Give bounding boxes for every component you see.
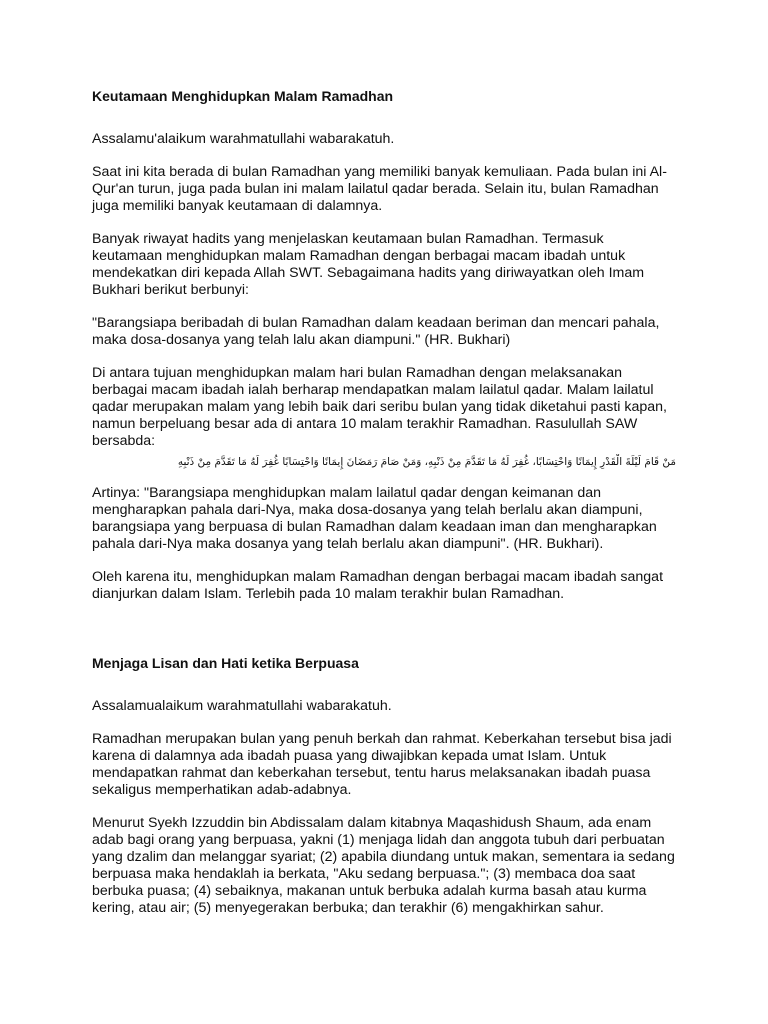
- body-paragraph: Ramadhan merupakan bulan yang penuh berkah dan rahmat. Keberkahan tersebut bisa jadi karena di dalamnya ada ibadah puasa yang diwajibkan kepada umat Islam. Untuk mendapatkan rahmat dan keberkahan tersebut, tentu harus melaksanakan ibadah puasa sekaligus memperhatikan adab-adabnya.: [92, 731, 672, 798]
- body-paragraph: Di antara tujuan menghidupkan malam hari bulan Ramadhan dengan melaksanakan berbagai macam ibadah ialah berharap mendapatkan malam lailatul qadar. Malam lailatul qadar merupakan malam yang lebih baik dari seribu bulan yang tidak diketahui pasti kapan, namun berpeluang besar ada di antara 10 malam terakhir Ramadhan. Rasulullah SAW bersabda:: [92, 365, 667, 449]
- body-paragraph: Banyak riwayat hadits yang menjelaskan keutamaan bulan Ramadhan. Termasuk keutamaan menghidupkan malam Ramadhan dengan berbagai macam ibadah untuk mendekatkan diri kepada Allah SWT. Sebagaimana hadits yang diriwayatkan oleh Imam Bukhari berikut berbunyi:: [92, 231, 645, 298]
- body-paragraph: Oleh karena itu, menghidupkan malam Ramadhan dengan berbagai macam ibadah sangat dianjurkan dalam Islam. Terlebih pada 10 malam terakhir bulan Ramadhan.: [92, 569, 664, 602]
- greeting-paragraph: Assalamu'alaikum warahmatullahi wabarakatuh.: [92, 131, 395, 147]
- hadith-quote: "Barangsiapa beribadah di bulan Ramadhan dalam keadaan beriman dan mencari pahala, maka dosa-dosanya yang telah lalu akan diampuni." (HR. Bukhari): [92, 315, 660, 348]
- section-title-keutamaan: Keutamaan Menghidupkan Malam Ramadhan: [92, 88, 394, 104]
- arabic-hadith-text: مَنْ قَامَ لَيْلَةَ الْقَدْرِ إِيمَانًا وَاحْتِسَابًا، غُفِرَ لَهُ مَا تَقَدَّمَ مِنْ ذَنْبِهِ، وَمَنْ صَامَ رَمَضَانَ إِيمَانًا وَاحْتِسَابًا غُفِرَ لَهُ مَا تَقَدَّمَ مِنْ ذَنْبِهِ: [177, 456, 676, 468]
- body-paragraph: Menurut Syekh Izzuddin bin Abdissalam dalam kitabnya Maqashidush Shaum, ada enam adab bagi orang yang berpuasa, yakni (1) menjaga lidah dan anggota tubuh dari perbuatan yang dzalim dan melanggar syariat; (2) apabila diundang untuk makan, sementara ia sedang berpuasa maka hendaklah ia berkata, "Aku sedang berpuasa."; (3) membaca doa saat berbuka puasa; (4) sebaiknya, makanan untuk berbuka adalah kurma basah atau kurma kering, atau air; (5) menyegerakan berbuka; dan terakhir (6) mengakhirkan sahur.: [92, 815, 675, 916]
- greeting-paragraph: Assalamualaikum warahmatullahi wabarakatuh.: [92, 698, 392, 714]
- section-title-lisan-hati: Menjaga Lisan dan Hati ketika Berpuasa: [92, 655, 359, 671]
- hadith-translation: Artinya: "Barangsiapa menghidupkan malam lailatul qadar dengan keimanan dan mengharapkan pahala dari-Nya, maka dosa-dosanya yang telah berlalu akan diampuni, barangsiapa yang berpuasa di bulan Ramadhan dalam keadaan iman dan mengharapkan pahala dari-Nya maka dosanya yang telah berlalu akan diampuni". (HR. Bukhari).: [92, 485, 657, 552]
- body-paragraph: Saat ini kita berada di bulan Ramadhan yang memiliki banyak kemuliaan. Pada bulan ini Al-Qur'an turun, juga pada bulan ini malam lailatul qadar berada. Selain itu, bulan Ramadhan juga memiliki banyak keutamaan di dalamnya.: [92, 164, 667, 214]
